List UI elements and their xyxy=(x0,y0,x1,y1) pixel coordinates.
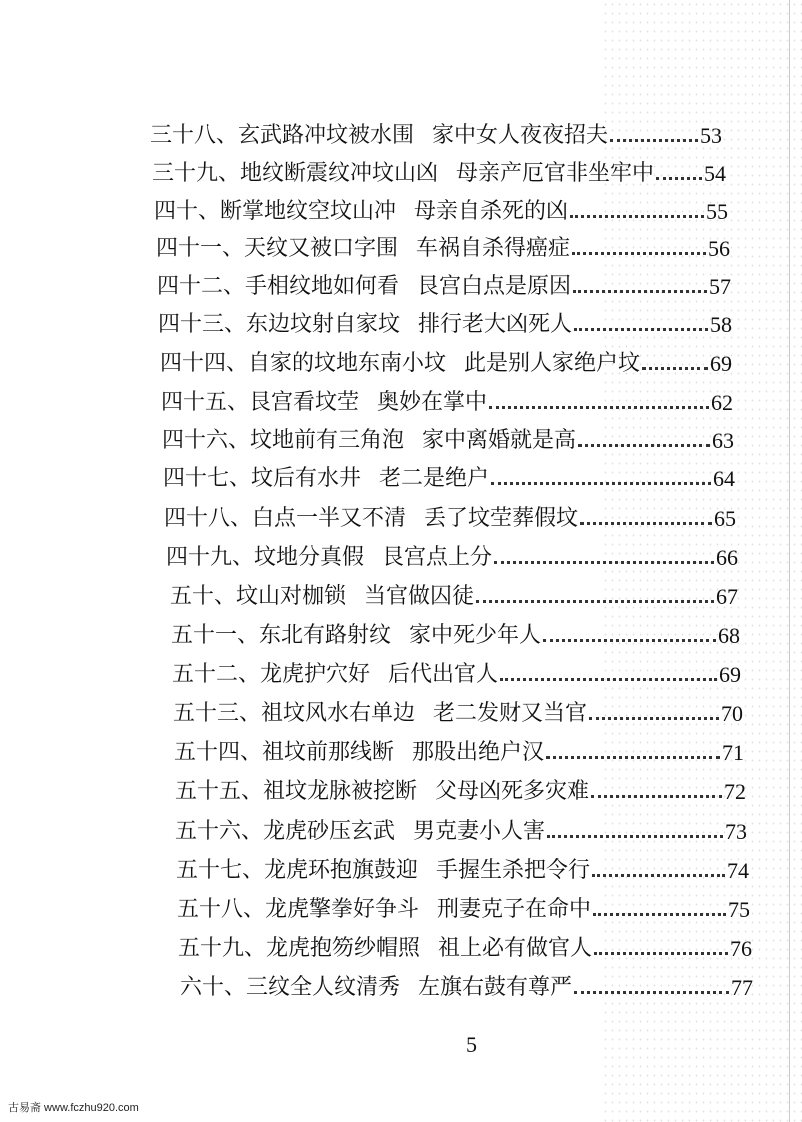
toc-leader-dots xyxy=(546,755,720,759)
toc-entry-description: 祖上必有做官人 xyxy=(438,936,593,961)
toc-entry xyxy=(170,577,738,611)
toc-entry-page: 73 xyxy=(725,819,747,844)
toc-entry-title: 四十一、天纹又被口字围 xyxy=(156,236,399,261)
toc-entry xyxy=(180,968,753,1002)
toc-entry-title: 五十二、龙虎护穴好 xyxy=(172,662,371,687)
toc-entry-page: 53 xyxy=(700,123,722,148)
toc-entry xyxy=(160,344,732,378)
toc-entry-title: 四十二、手相纹地如何看 xyxy=(157,274,400,299)
toc-entry-title: 四十九、坟地分真假 xyxy=(166,545,365,570)
toc-leader-dots xyxy=(593,912,726,916)
toc-entry-title: 五十六、龙虎砂压玄武 xyxy=(175,819,396,844)
toc-entry-description: 后代出官人 xyxy=(388,662,499,687)
toc-entry-page: 66 xyxy=(716,545,738,570)
toc-entry-page: 64 xyxy=(713,466,735,491)
toc-entry-description: 父母凶死多灾难 xyxy=(435,779,590,804)
toc-entry-page: 67 xyxy=(716,584,738,609)
toc-entry-title: 五十八、龙虎擎拳好争斗 xyxy=(177,897,420,922)
toc-leader-dots xyxy=(547,834,723,838)
toc-entry xyxy=(175,772,746,806)
toc-entry-page: 71 xyxy=(722,740,744,765)
toc-entry-page: 70 xyxy=(721,701,743,726)
toc-entry-title: 五十三、祖坟风水右单边 xyxy=(173,701,416,726)
toc-entry-page: 57 xyxy=(709,274,731,299)
toc-entry-title: 四十四、自家的坟地东南小坟 xyxy=(160,351,447,376)
toc-entry-title: 五十、坟山对枷锁 xyxy=(170,584,347,609)
toc-entry-title: 三十八、玄武路冲坟被水围 xyxy=(150,123,415,148)
toc-entry-title: 四十五、艮宫看坟茔 xyxy=(161,390,360,415)
toc-entry xyxy=(156,229,730,263)
toc-entry xyxy=(152,154,726,188)
toc-entry xyxy=(158,305,732,339)
toc-entry-title: 五十四、祖坟前那线断 xyxy=(174,740,395,765)
toc-entry-description: 老二是绝户 xyxy=(379,466,490,491)
toc-entry-page: 54 xyxy=(704,161,726,186)
toc-entry-page: 76 xyxy=(730,936,752,961)
toc-entry-title: 五十一、东北有路射纹 xyxy=(171,623,392,648)
toc-entry-title: 四十七、坟后有水井 xyxy=(163,466,362,491)
toc-leader-dots xyxy=(592,873,725,877)
toc-leader-dots xyxy=(656,176,702,180)
toc-entry-description: 艮宫白点是原因 xyxy=(417,274,572,299)
toc-leader-dots xyxy=(491,481,711,485)
toc-entry-description: 老二发财又当官 xyxy=(433,701,588,726)
toc-leader-dots xyxy=(580,521,712,525)
toc-entry-title: 五十七、龙虎环抱旗鼓迎 xyxy=(176,858,419,883)
toc-leader-dots xyxy=(594,951,728,955)
toc-entry-page: 74 xyxy=(727,858,749,883)
toc-entry-description: 男克妻小人害 xyxy=(413,819,546,844)
toc-leader-dots xyxy=(500,677,717,681)
toc-entry-description: 当官做囚徒 xyxy=(364,584,475,609)
toc-entry-page: 69 xyxy=(719,662,741,687)
toc-entry-page: 55 xyxy=(706,199,728,224)
toc-leader-dots xyxy=(578,443,710,447)
toc-entry-description: 丢了坟茔葬假坟 xyxy=(424,506,579,531)
toc-leader-dots xyxy=(570,214,704,218)
toc-entry-description: 车祸自杀得癌症 xyxy=(416,236,571,261)
toc-entry xyxy=(150,116,722,150)
watermark-text: 古易斋 www.fczhu920.com xyxy=(8,1102,139,1114)
page-number: 5 xyxy=(466,1032,477,1057)
toc-entry-description: 家中离婚就是高 xyxy=(422,428,577,453)
toc-entry xyxy=(157,267,731,301)
toc-entry-description: 艮宫点上分 xyxy=(382,545,493,570)
toc-entry xyxy=(172,655,741,689)
toc-entry-title: 四十六、坟地前有三角泡 xyxy=(162,428,405,453)
toc-entry-title: 五十九、龙虎抱笏纱帽照 xyxy=(178,936,421,961)
toc-entry-description: 那股出绝户汉 xyxy=(412,740,545,765)
toc-entry xyxy=(163,459,735,493)
toc-entry-description: 此是别人家绝户坟 xyxy=(464,351,641,376)
toc-entry xyxy=(176,851,749,885)
toc-entry-description: 奥妙在掌中 xyxy=(377,390,488,415)
toc-leader-dots xyxy=(589,716,719,720)
toc-entry-page: 75 xyxy=(728,897,750,922)
toc-entry-description: 左旗右鼓有尊严 xyxy=(418,975,573,1000)
toc-entry-page: 69 xyxy=(710,351,732,376)
toc-entry xyxy=(174,733,744,767)
toc-entry-page: 63 xyxy=(712,428,734,453)
toc-entry-description: 刑妻克子在命中 xyxy=(437,897,592,922)
toc-entry-description: 母亲自杀死的凶 xyxy=(414,199,569,224)
toc-entry-title: 五十五、祖坟龙脉被挖断 xyxy=(175,779,418,804)
toc-leader-dots xyxy=(574,327,708,331)
toc-entry-page: 72 xyxy=(724,779,746,804)
toc-entry xyxy=(177,890,750,924)
toc-entry-description: 排行老大凶死人 xyxy=(418,312,573,337)
toc-entry xyxy=(171,616,740,650)
toc-leader-dots xyxy=(573,289,707,293)
toc-entry xyxy=(164,499,736,533)
toc-entry-page: 65 xyxy=(714,506,736,531)
toc-entry-title: 六十、三纹全人纹清秀 xyxy=(180,975,401,1000)
toc-entry xyxy=(173,694,743,728)
toc-leader-dots xyxy=(572,251,706,255)
toc-entry xyxy=(154,192,728,226)
toc-entry xyxy=(166,538,738,572)
toc-entry-page: 56 xyxy=(708,236,730,261)
toc-entry-title: 四十八、白点一半又不清 xyxy=(164,506,407,531)
toc-entry-page: 68 xyxy=(718,623,740,648)
toc-entry-page: 77 xyxy=(731,975,753,1000)
toc-entry-description: 家中女人夜夜招夫 xyxy=(432,123,609,148)
toc-leader-dots xyxy=(476,599,714,603)
toc-entry-title: 四十三、东边坟射自家坟 xyxy=(158,312,401,337)
toc-entry-title: 三十九、地纹断震纹冲坟山凶 xyxy=(152,161,439,186)
toc-leader-dots xyxy=(610,138,698,142)
toc-entry-description: 手握生杀把令行 xyxy=(436,858,591,883)
toc-leader-dots xyxy=(642,366,708,370)
toc-leader-dots xyxy=(591,794,722,798)
toc-leader-dots xyxy=(494,560,714,564)
toc-entry xyxy=(161,383,733,417)
toc-entry-title: 四十、断掌地纹空坟山冲 xyxy=(154,199,397,224)
toc-entry xyxy=(178,929,752,963)
toc-entry-page: 58 xyxy=(710,312,732,337)
toc-entry xyxy=(162,421,734,455)
toc-leader-dots xyxy=(489,405,709,409)
toc-entry-description: 家中死少年人 xyxy=(409,623,542,648)
toc-leader-dots xyxy=(543,638,716,642)
toc-entry xyxy=(175,812,747,846)
toc-leader-dots xyxy=(574,990,729,994)
toc-entry-page: 62 xyxy=(711,390,733,415)
toc-entry-description: 母亲产厄官非坐牢中 xyxy=(456,161,655,186)
